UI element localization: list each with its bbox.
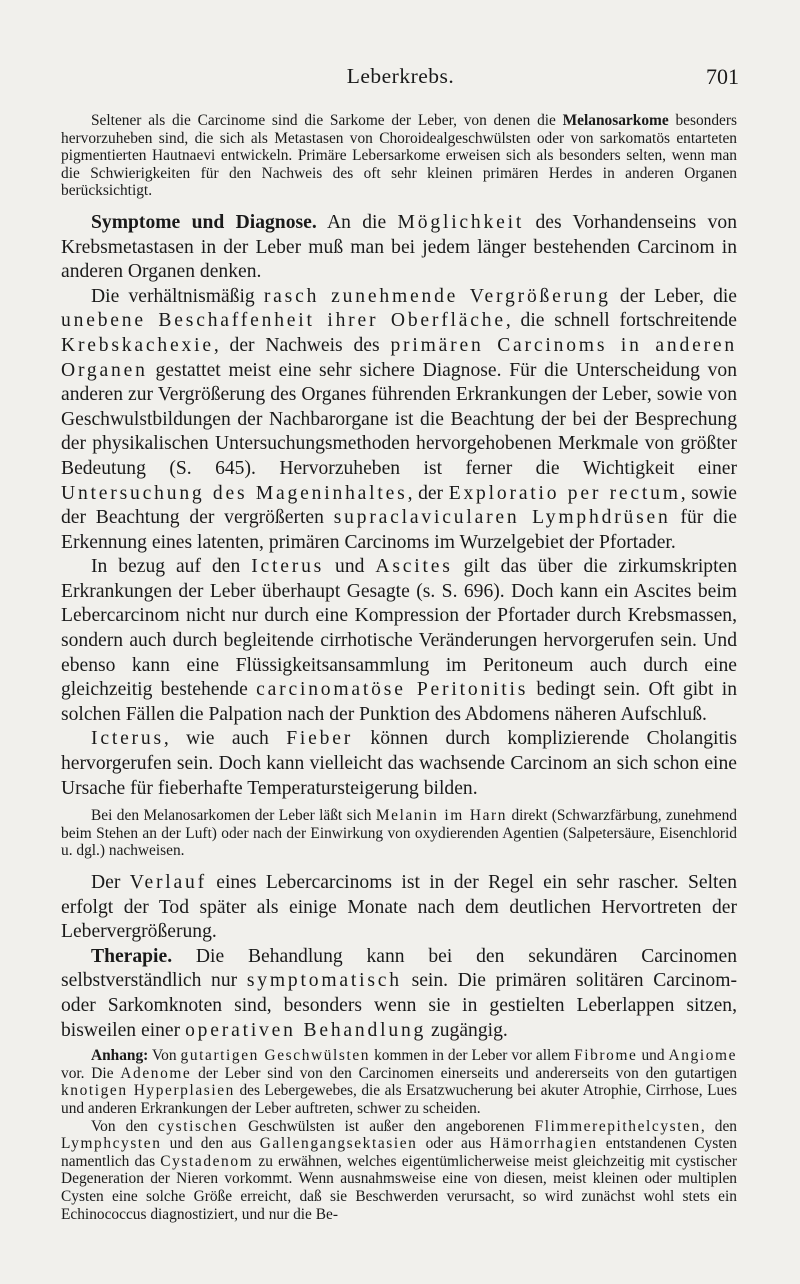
text: der Leber sind von den Carcinomen einerseits und andererseits von den gutartigen xyxy=(191,1064,738,1082)
text: oder aus xyxy=(417,1135,490,1153)
emphasis: Untersuchung des Mageninhaltes xyxy=(61,482,408,504)
paragraph-course xyxy=(61,871,737,945)
text: des Vorhandenseins von Krebsmetastasen in der Leber muß man bei jedem länger bestehenden Carcinom in anderen Organen denken. xyxy=(61,211,737,283)
text: besonders hervorzuheben sind, die sich als Metastasen von Choroidealgeschwülsten oder von sarkomatös entarteten pigmentierten Hautnaevi entwickeln. Primäre Lebersarkome erweisen sich als besonders selten, wenn man die Schwierigkeiten für den Nachweis des oft sehr kleinen primären Herdes in anderen Organen berücksichtigt. xyxy=(61,112,737,200)
text: Bei den Melanosarkomen der Leber läßt sich xyxy=(91,807,376,825)
emphasis: Fieber xyxy=(286,728,354,750)
emphasis: gutartigen Geschwülsten xyxy=(180,1047,371,1065)
text: eines Lebercarcinoms ist in der Regel ein sehr rascher. Selten erfolgt der Tod später als einige Monate nach dem deutlichen Hervortreten der Lebervergrößerung. xyxy=(61,872,737,943)
paragraph-diagnosis xyxy=(61,285,737,556)
text: Die verhältnismäßig xyxy=(91,285,264,307)
text: Ursache für fieberhafte Temperatursteigerung bilden. xyxy=(61,777,478,799)
text: für die Erkennung eines latenten, primären Carcinoms im Wurzelgebiet der Pfortader. xyxy=(61,507,737,553)
text: , sowie der Beachtung der vergrößerten xyxy=(61,482,737,529)
emphasis: rasch zunehmende Vergrößerung xyxy=(263,285,611,307)
emphasis: unebene Beschaffenheit ihrer Oberfläche xyxy=(61,310,506,332)
emphasis: Melanin im Harn xyxy=(375,807,508,825)
paragraph-fever xyxy=(61,727,737,801)
emphasis: symptomatisch xyxy=(246,970,402,992)
text: Der xyxy=(91,872,130,893)
text: gestattet meist eine sehr sichere Diagnose. Für die Unterscheidung von anderen zur Vergrößerung des Organes führenden Erkrankungen der Leber, sowie von Geschwulstbildungen der Nachbarorgane ist die Beachtung der bei der Besprechung der physikalischen Untersuchungsmethoden hervorgehobenen Merkmale von größter Bedeutung (S. 645). Hervorzuheben ist ferner die Wichtigkeit einer xyxy=(61,359,737,479)
emphasis: Adenome xyxy=(120,1064,192,1082)
text: zugängig. xyxy=(426,1019,508,1041)
text: direkt (Schwarzfärbung, zunehmend beim Stehen an der Luft) oder nach der Einwirkung von oxydierenden Agentien (Salpetersäure, Eisenchlorid u. dgl.) nachweisen. xyxy=(61,807,737,860)
text: sein. Die primären solitären Carcinom- oder Sarkomknoten sind, besonders wenn sie in gestielten Leberlappen sitzen, bisweilen einer xyxy=(61,970,737,1041)
section-heading-symptome: Symptome und Diagnose. xyxy=(91,211,317,233)
text: , die schnell fortschreitende xyxy=(505,310,737,332)
emphasis: operativen Behandlung xyxy=(185,1019,427,1041)
term-melanosarkome: Melanosarkome xyxy=(562,112,669,129)
emphasis: cystischen xyxy=(157,1117,239,1135)
text: , der Nachweis des xyxy=(213,334,391,356)
text: bedingt sein. Oft gibt in solchen Fällen die Palpation nach der Punktion des Abdomens näheren Aufschluß. xyxy=(61,679,737,725)
text: Geschwülsten ist außer den angeborenen xyxy=(238,1117,535,1135)
emphasis: Flimmerepithelcysten xyxy=(534,1117,701,1135)
appendix-label: Anhang: xyxy=(91,1047,149,1065)
emphasis: Cystadenom xyxy=(160,1152,254,1170)
emphasis: Icterus xyxy=(91,728,164,750)
emphasis: Icterus xyxy=(251,556,325,578)
text: zu erwähnen, welches eigentümlicherweise meist gleichzeitig mit cystischer Degeneration der Nieren vorkommt. Wenn ausnahmsweise eine von diesen, meist kleinen oder multiplen Cysten eine solche Größe erreicht, daß sie Beschwerden verursacht, so wird zunächst wohl stets ein Echinococcus diagnostiziert, und nur die Be- xyxy=(61,1152,737,1223)
page-header xyxy=(62,64,739,94)
emphasis: Verlauf xyxy=(129,872,207,893)
running-title: Leberkrebs. xyxy=(346,64,455,88)
paragraph-sarcoma xyxy=(61,112,737,200)
paragraph-therapy xyxy=(61,945,737,1043)
emphasis: Gallengangsektasien xyxy=(259,1135,418,1153)
emphasis: Hämorrhagien xyxy=(489,1135,598,1153)
text: können durch komplizierende Cholangitis hervorgerufen sein. Doch kann vielleicht das wachsende Carcinom an sich schon eine xyxy=(61,728,738,775)
text: Von xyxy=(148,1047,181,1065)
emphasis: Lymphcysten xyxy=(61,1135,162,1153)
text: Die Behandlung kann bei den sekundären Carcinomen selbstverständlich nur xyxy=(61,945,737,992)
emphasis: Ascites xyxy=(375,556,453,578)
text: , den xyxy=(700,1117,738,1135)
text: entstandenen Cysten namentlich das xyxy=(61,1135,737,1170)
paragraph-icterus-ascites xyxy=(61,555,737,727)
section-heading-therapie: Therapie. xyxy=(91,945,173,967)
text: , der xyxy=(407,482,449,504)
text: kommen in der Leber vor allem xyxy=(370,1047,575,1065)
emphasis: Fibrome xyxy=(574,1047,638,1065)
emphasis: Möglichkeit xyxy=(397,211,525,233)
emphasis: Angiome xyxy=(668,1047,738,1065)
text: und xyxy=(324,556,376,578)
page-number: 701 xyxy=(706,64,739,89)
paragraph-cysts xyxy=(61,1118,737,1224)
paragraph-melanin xyxy=(61,807,737,860)
paragraph-appendix xyxy=(61,1047,737,1117)
text: und xyxy=(637,1047,669,1065)
text: In bezug auf den xyxy=(91,556,252,578)
text: der Leber, die xyxy=(610,285,738,307)
page-body xyxy=(61,112,737,1223)
text: , wie auch xyxy=(163,728,287,750)
text: An die xyxy=(316,211,398,233)
text: Seltener als die Carcinome sind die Sarkome der Leber, von denen die xyxy=(91,112,563,129)
text: und den aus xyxy=(161,1135,260,1153)
emphasis: Krebskachexie xyxy=(61,334,214,356)
text: des Lebergewebes, die als Ersatzwucherung bei akuter Atrophie, Cirrhose, Lues und anderen Erkrankungen der Leber auftreten, schwer zu scheiden. xyxy=(61,1082,737,1117)
paragraph-symptoms xyxy=(61,211,737,285)
text: vor. Die xyxy=(61,1064,121,1082)
emphasis: carcinomatöse Peritonitis xyxy=(256,679,529,701)
emphasis: primären Carcinoms in anderen Organen xyxy=(61,334,737,381)
emphasis: knotigen Hyperplasien xyxy=(61,1082,235,1100)
text: gilt das über die zirkumskripten Erkrankungen der Leber überhaupt Gesagte (s. S. 696). Doch kann ein Ascites beim Lebercarcinom nicht nur durch eine Kompression der Pfortader durch Krebsmassen, sondern auch durch begleitende cirrhotische Veränderungen hervorgerufen sein. Und ebenso kann eine Flüssigkeitsansammlung im Peritoneum auch durch eine gleichzeitig bestehende xyxy=(61,556,738,701)
emphasis: Exploratio per rectum xyxy=(448,482,681,504)
emphasis: supraclavicularen Lymphdrüsen xyxy=(333,507,671,529)
text: Von den xyxy=(91,1117,158,1135)
